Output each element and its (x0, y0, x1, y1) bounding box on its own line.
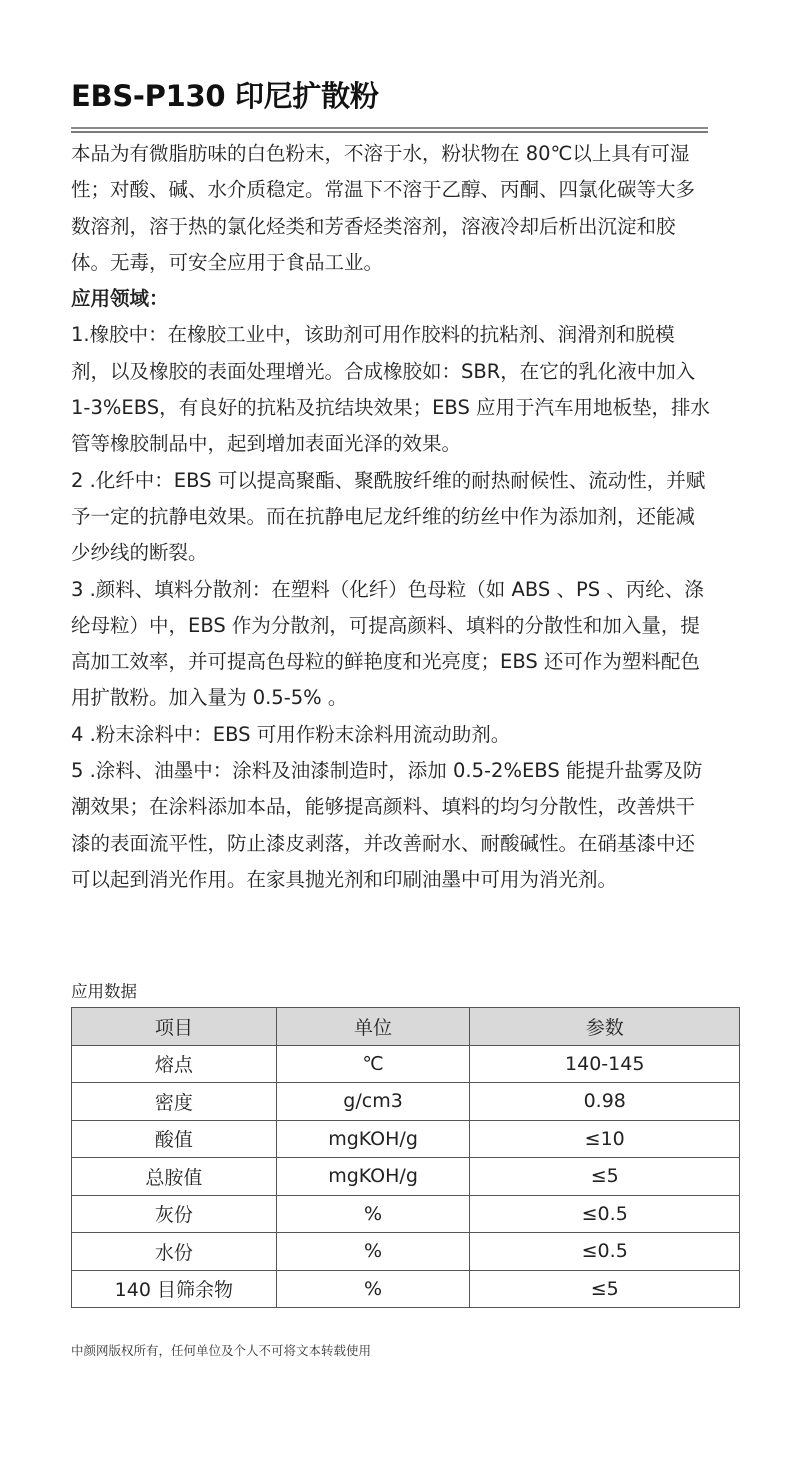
table-cell: % (276, 1233, 470, 1271)
application-data-table (71, 1007, 740, 1308)
table-cell: 密度 (72, 1083, 277, 1121)
document-body (71, 136, 711, 898)
table-cell: 140-145 (470, 1045, 740, 1083)
table-cell: 熔点 (72, 1045, 277, 1083)
table-cell: ≤5 (470, 1158, 740, 1196)
table-cell: 0.98 (470, 1083, 740, 1121)
application-coatings-inks: 5 .涂料、油墨中：涂料及油漆制造时，添加 0.5-2%EBS 能提升盐雾及防潮效果；在涂料添加本品，能够提高颜料、填料的均匀分散性，改善烘干漆的表面流平性，防止漆皮剥落，并改善耐水、耐酸碱性。在硝基漆中还可以起到消光作用。在家具抛光剂和印刷油墨中可用为消光剂。 (71, 759, 703, 891)
application-powder-coating: 4 .粉末涂料中：EBS 可用作粉末涂料用流动助剂。 (71, 722, 511, 746)
table-cell: ≤5 (470, 1270, 740, 1308)
table-row (72, 1045, 740, 1083)
table-cell: 总胺值 (72, 1158, 277, 1196)
table-row (72, 1158, 740, 1196)
table-cell: % (276, 1270, 470, 1308)
intro-paragraph: 本品为有微脂肪味的白色粉末，不溶于水，粉状物在 80℃以上具有可湿性；对酸、碱、水介质稳定。常温下不溶于乙醇、丙酮、四氯化碳等大多数溶剂，溶于热的氯化烃类和芳香烃类溶剂，溶液冷却后析出沉淀和胶体。无毒，可安全应用于食品工业。 (71, 142, 696, 274)
table-cell: g/cm3 (276, 1083, 470, 1121)
table-row (72, 1195, 740, 1233)
table-cell: ≤10 (470, 1120, 740, 1158)
application-fiber: 2 .化纤中：EBS 可以提高聚酯、聚酰胺纤维的耐热耐候性、流动性，并赋予一定的抗静电效果。而在抗静电尼龙纤维的纺丝中作为添加剂，还能减少纱线的断裂。 (71, 468, 706, 565)
table-cell: 灰份 (72, 1195, 277, 1233)
table-header-row (72, 1008, 740, 1046)
column-header-unit: 单位 (276, 1008, 470, 1046)
application-rubber: 1.橡胶中：在橡胶工业中，该助剂可用作胶料的抗粘剂、润滑剂和脱模剂，以及橡胶的表面处理增光。合成橡胶如：SBR，在它的乳化液中加入 1-3%EBS，有良好的抗粘及抗结块效果；EBS 应用于汽车用地板垫，排水管等橡胶制品中，起到增加表面光泽的效果。 (71, 323, 711, 456)
table-cell: 酸值 (72, 1120, 277, 1158)
table-cell: mgKOH/g (276, 1120, 470, 1158)
table-cell: 水份 (72, 1233, 277, 1271)
table-cell: ≤0.5 (470, 1233, 740, 1271)
document-title: EBS-P130 印尼扩散粉 (71, 79, 379, 113)
table-row (72, 1083, 740, 1121)
table-cell: ≤0.5 (470, 1195, 740, 1233)
column-header-value: 参数 (470, 1008, 740, 1046)
table-row (72, 1120, 740, 1158)
table-cell: 140 目筛余物 (72, 1270, 277, 1308)
table-row (72, 1270, 740, 1308)
title-double-rule (71, 127, 708, 133)
table-row (72, 1233, 740, 1271)
column-header-item: 项目 (72, 1008, 277, 1046)
table-cell: mgKOH/g (276, 1158, 470, 1196)
table-caption: 应用数据 (71, 982, 137, 1001)
table-cell: % (276, 1195, 470, 1233)
table-cell: ℃ (276, 1045, 470, 1083)
application-pigment-dispersant: 3 .颜料、填料分散剂：在塑料（化纤）色母粒（如 ABS 、PS 、丙纶、涤纶母粒）中，EBS 作为分散剂，可提高颜料、填料的分散性和加入量，提高加工效率，并可提高色母粒的鲜艳度和光亮度；EBS 还可作为塑料配色用扩散粉。加入量为 0.5-5% 。 (71, 577, 704, 710)
copyright-notice: 中颜网版权所有，任何单位及个人不可将文本转载使用 (71, 1343, 372, 1358)
applications-heading: 应用领域： (71, 287, 169, 311)
